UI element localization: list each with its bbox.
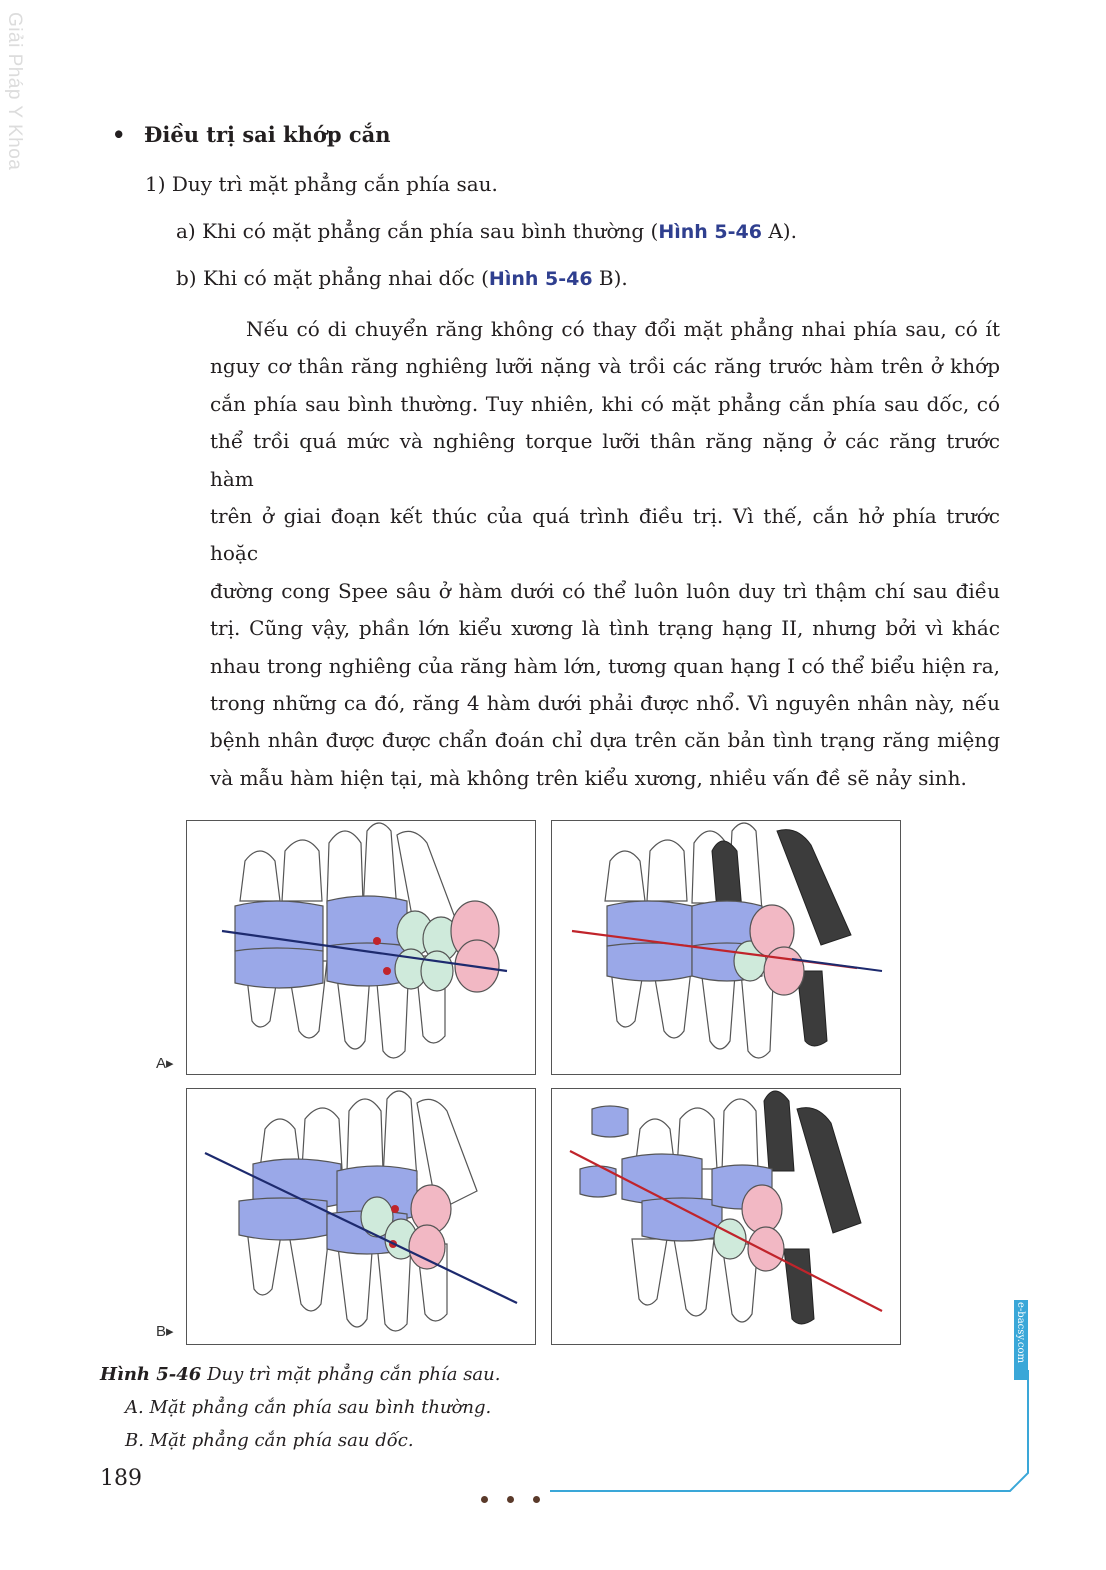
page-number: 189	[100, 1466, 142, 1491]
side-tab: e-bacsy.com	[1014, 1300, 1028, 1380]
teeth-illustration-a-left	[187, 821, 534, 1073]
teeth-illustration-a-right	[552, 821, 899, 1073]
panel-b-left	[186, 1088, 536, 1345]
paragraph-line: trên ở giai đoạn kết thúc của quá trình điều trị. Vì thế, cắn hở phía trước hoặc	[210, 504, 1000, 566]
bullet-icon: •	[112, 122, 126, 147]
paragraph-line: và mẫu hàm hiện tại, mà không trên kiểu xương, nhiều vấn đề sẽ nảy sinh.	[210, 765, 967, 790]
caption-line-b: B. Mặt phẳng cắn phía sau dốc.	[125, 1430, 414, 1451]
paragraph-line: trị. Cũng vậy, phần lớn kiểu xương là tình trạng hạng II, nhưng bởi vì khác	[210, 616, 1000, 641]
paragraph-line: cắn phía sau bình thường. Tuy nhiên, khi có mặt phẳng cắn phía sau dốc, có	[210, 391, 1000, 416]
page-frame-line	[540, 1370, 1040, 1500]
panel-a-right	[551, 820, 901, 1075]
panel-b-right	[551, 1088, 901, 1345]
teeth-illustration-b-right	[552, 1089, 899, 1343]
figure-label-a: A▸	[156, 1055, 174, 1072]
list-item-1a: a) Khi có mặt phẳng cắn phía sau bình thường (Hình 5-46 A).	[176, 219, 797, 243]
figure-reference-link[interactable]: Hình 5-46	[488, 268, 593, 290]
paragraph-line: bệnh nhân được được chẩn đoán chỉ dựa trên căn bản tình trạng răng miệng	[210, 728, 1000, 753]
paragraph-line: Nếu có di chuyển răng không có thay đổi mặt phẳng nhai phía sau, có ít	[246, 317, 1000, 341]
figure-5-46	[186, 820, 901, 1345]
paragraph-line: trong những ca đó, răng 4 hàm dưới phải được nhổ. Vì nguyên nhân này, nếu	[210, 691, 1000, 716]
teeth-illustration-b-left	[187, 1089, 534, 1343]
list-item-1b: b) Khi có mặt phẳng nhai dốc (Hình 5-46 B).	[176, 266, 628, 290]
body-paragraph	[210, 311, 1000, 797]
paragraph-line: thể trồi quá mức và nghiêng torque lưỡi thân răng nặng ở các răng trước hàm	[210, 429, 1000, 491]
figure-caption	[100, 1358, 500, 1457]
caption-line-a: A. Mặt phẳng cắn phía sau bình thường.	[125, 1397, 492, 1418]
list-item-1: 1) Duy trì mặt phẳng cắn phía sau.	[145, 172, 498, 196]
paragraph-line: nhau trong nghiêng của răng hàm lớn, tương quan hạng I có thể biểu hiện ra,	[210, 653, 1000, 678]
figure-reference-link[interactable]: Hình 5-46	[658, 221, 762, 243]
section-heading: • Điều trị sai khớp cắn	[112, 122, 391, 147]
caption-first-line: Hình 5-46 Duy trì mặt phẳng cắn phía sau.	[100, 1364, 501, 1385]
paragraph-line: nguy cơ thân răng nghiêng lưỡi nặng và trồi các răng trước hàm trên ở khớp	[210, 354, 1000, 379]
watermark: Giải Pháp Y Khoa	[4, 12, 25, 171]
figure-label-b: B▸	[156, 1323, 174, 1340]
paragraph-line: đường cong Spee sâu ở hàm dưới có thể luôn luôn duy trì thậm chí sau điều	[210, 578, 1000, 603]
panel-a-left	[186, 820, 536, 1075]
